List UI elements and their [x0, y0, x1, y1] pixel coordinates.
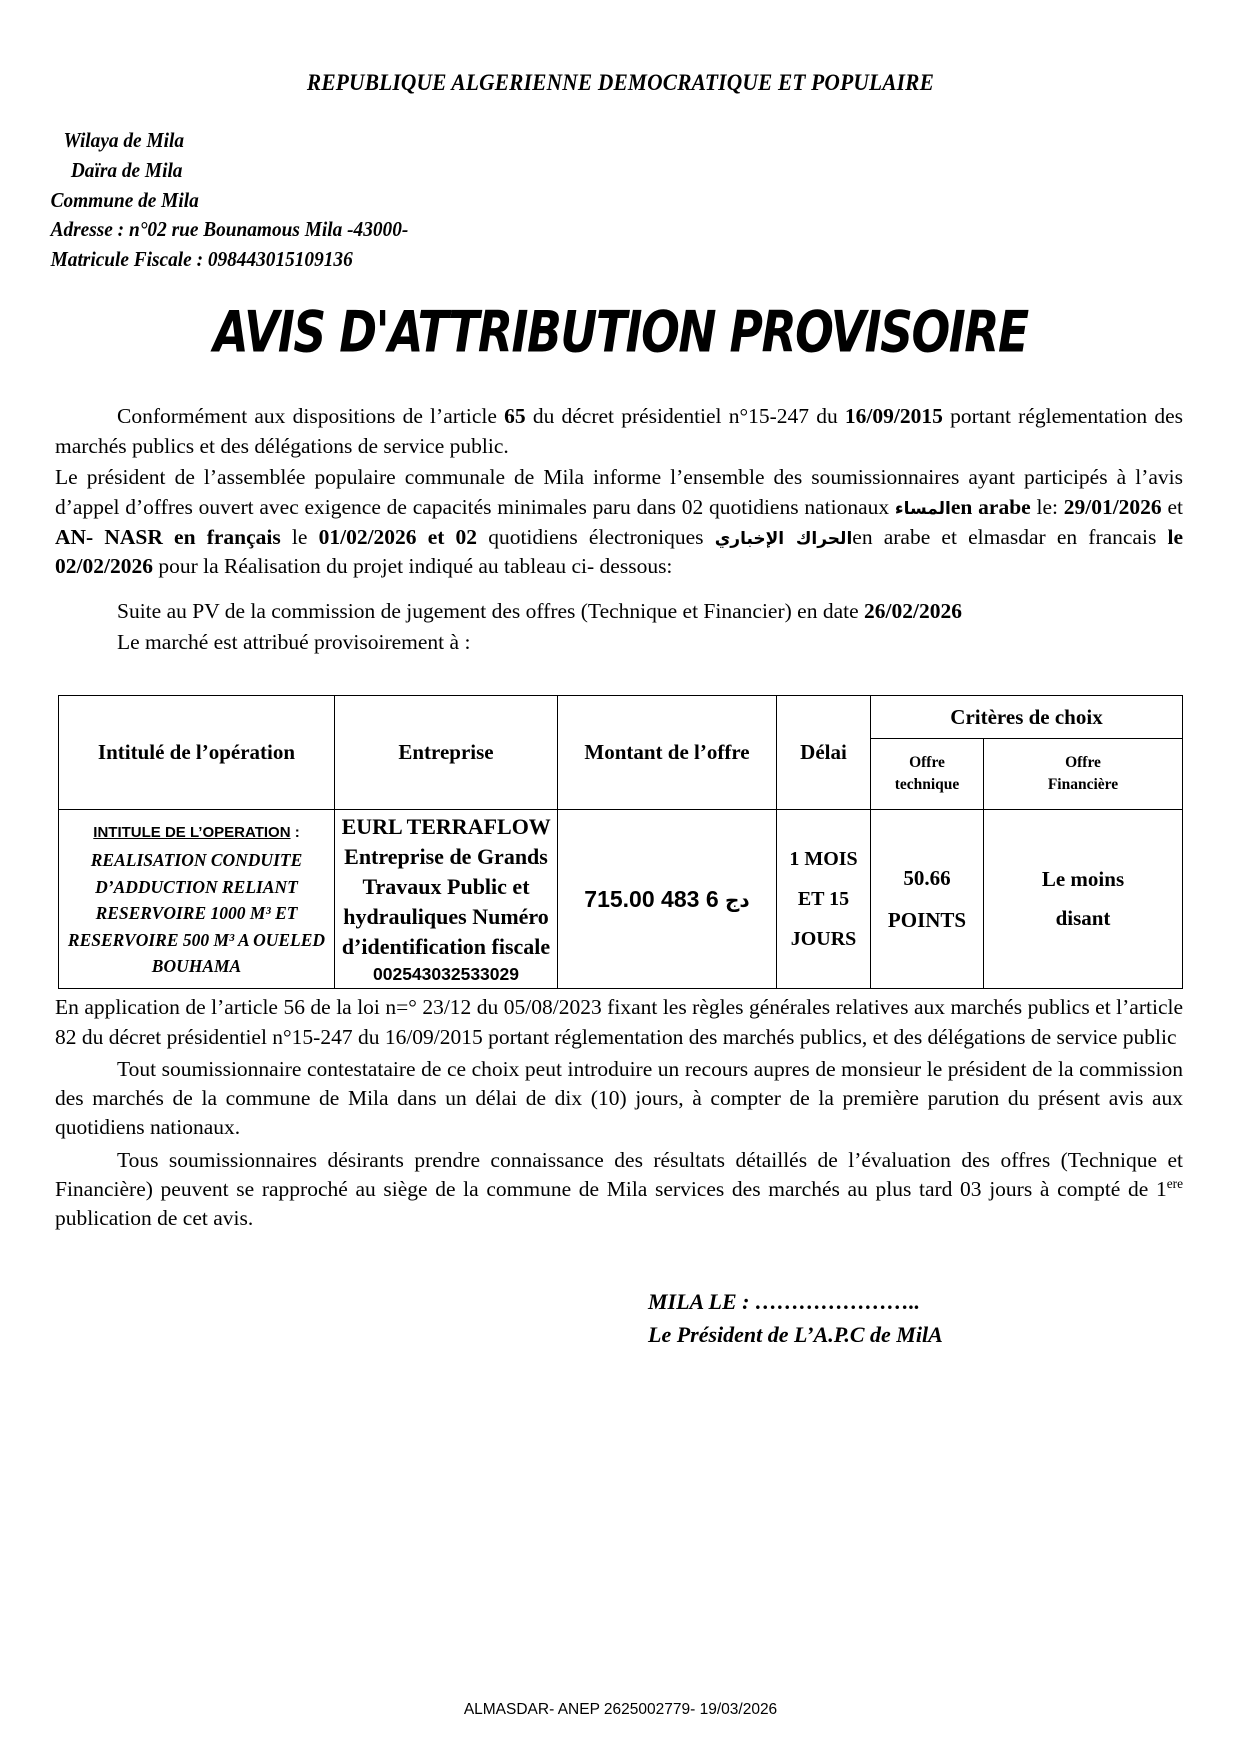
- cell-montant: [558, 810, 777, 989]
- technique-score: 50.66: [903, 866, 951, 891]
- journal-annasr: AN- NASR: [55, 524, 163, 549]
- cell-offre-technique: [871, 810, 984, 989]
- operation-label: [93, 824, 299, 841]
- resultats-text-1: Tous soumissionnaires désirants prendre connaissance des résultats détaillés de l’évaluation des offres (Technique et Financière) peuvent se rapproché au siège de la commune de Mila services des marchés au plus tard 03 jours à compté de 1: [55, 1147, 1183, 1201]
- th-operation: Intitulé de l’opération: [59, 696, 335, 810]
- daira-line: Daïra de Mila: [70, 157, 183, 182]
- th-entreprise: Entreprise: [335, 696, 558, 810]
- arabic-journal-alhirak: الحراك الإخباري: [714, 528, 853, 549]
- delai-line-1: 1 MOIS: [789, 848, 858, 871]
- pv-date: 26/02/2026: [864, 599, 962, 623]
- cell-delai: [777, 810, 871, 989]
- financiere-line-2: disant: [1055, 906, 1111, 931]
- paragraph-resultats: [55, 1146, 1183, 1234]
- administration-block: [0, 126, 1142, 275]
- cell-operation: [59, 810, 335, 989]
- footer-anep-reference: ALMASDAR- ANEP 2625002779- 19/03/2026: [463, 1701, 778, 1718]
- resultats-ordinal: ere: [1166, 1175, 1183, 1191]
- paragraph-article-56: En application de l’article 56 de la loi n=° 23/12 du 05/08/2023 fixant les règles générales relatives aux marchés publics et l’article 82 du décret présidentiel n°15-247 du 16/09/2015 portant réglementation des marchés publics, et des délégations de service public: [55, 995, 1183, 1049]
- intro-text-8: quotidiens électroniques: [477, 524, 715, 549]
- intro-text-1: Conformément aux dispositions de l’article: [117, 404, 505, 429]
- entreprise-name: EURL TERRAFLOW: [341, 814, 551, 840]
- th-offre-technique-l1: Offre: [909, 753, 945, 771]
- signature-place-date: MILA LE : …………………..: [648, 1289, 920, 1315]
- th-offre-financiere-l1: Offre: [1065, 753, 1101, 771]
- entreprise-fiscal-id: 002543032533029: [373, 963, 519, 984]
- matricule-line: Matricule Fiscale : 098443015109136: [50, 247, 353, 272]
- intro-text-5: le:: [1030, 495, 1064, 520]
- paragraph-conformement: [55, 402, 1183, 461]
- financiere-line-1: Le moins: [1041, 867, 1125, 892]
- delai-line-2: ET 15: [797, 888, 850, 911]
- resultats-text-2: publication de cet avis.: [55, 1206, 254, 1231]
- article-number: 65: [504, 404, 526, 429]
- paragraph-marche-attribue: Le marché est attribué provisoirement à :: [117, 629, 471, 654]
- operation-label-underlined: INTITULE DE L’OPERATION: [93, 824, 291, 842]
- paragraph-president: [55, 463, 1183, 582]
- th-offre-technique: [871, 739, 984, 810]
- paragraph-suite-pv: [55, 596, 1183, 627]
- th-offre-financiere: [984, 739, 1183, 810]
- currency-symbol: دج: [725, 887, 750, 912]
- page-title: AVIS D'ATTRIBUTION PROVISOIRE: [213, 299, 1028, 367]
- intro-text-2: du décret présidentiel n°15-247 du: [525, 404, 845, 429]
- publication-date-3: le 02/02/2026: [55, 524, 1184, 579]
- th-delai: Délai: [777, 696, 871, 810]
- paragraph-recours: Tout soumissionnaire contestataire de ce choix peut introduire un recours aupres de monsieur le président de la commission des marchés de la commune de Mila dans un délai de dix (10) jours, à compter de la première parution du présent avis aux quotidiens nationaux.: [55, 1056, 1183, 1140]
- intro-text-6: et: [1161, 495, 1183, 520]
- arabic-journal-almassa: المساء: [894, 499, 951, 520]
- intro-paragraphs: [0, 402, 1241, 582]
- signature-title: Le Président de L’A.P.C de MilA: [648, 1322, 943, 1348]
- cell-offre-financiere: [984, 810, 1183, 989]
- republic-heading: REPUBLIQUE ALGERIENNE DEMOCRATIQUE ET POPULAIRE: [306, 70, 935, 95]
- signature-block: [0, 1285, 1241, 1351]
- intro-text-7: le: [280, 524, 319, 549]
- table-row: [59, 810, 1183, 989]
- en-arabe-label-2: en arabe et elmasdar en francais: [852, 524, 1168, 549]
- wilaya-line: Wilaya de Mila: [63, 128, 185, 152]
- technique-unit: POINTS: [887, 908, 967, 933]
- cell-entreprise: [335, 810, 558, 989]
- address-line: Adresse : n°02 rue Bounamous Mila -43000-: [50, 217, 409, 242]
- intro-text-9: pour la Réalisation du projet indiqué au tableau ci- dessous:: [152, 554, 673, 579]
- th-offre-technique-l2: technique: [894, 776, 960, 794]
- operation-label-colon: :: [290, 824, 300, 842]
- th-criteres: Critères de choix: [871, 696, 1183, 739]
- table-header-row-1: [59, 696, 1183, 739]
- operation-description: REALISATION CONDUITE D’ADDUCTION RELIANT RESERVOIRE 1000 M³ ET RESERVOIRE 500 M³ A OUELED BOUHAMA: [67, 850, 326, 977]
- en-francais-label-1: en français: [162, 524, 281, 549]
- publication-date-2: 01/02/2026 et 02: [318, 524, 478, 549]
- commune-line: Commune de Mila: [50, 187, 199, 212]
- th-offre-financiere-l2: Financière: [1047, 776, 1119, 794]
- suite-text: Suite au PV de la commission de jugement des offres (Technique et Financier) en date: [117, 599, 865, 623]
- closing-paragraphs: [0, 989, 1241, 1233]
- intro-text-3: portant réglementation des marchés publics et des délégations de service public.: [55, 404, 1183, 458]
- decret-date: 16/09/2015: [844, 404, 943, 429]
- delai-line-3: JOURS: [790, 928, 857, 951]
- entreprise-description: Entreprise de Grands Travaux Public et hydrauliques Numéro d’identification fiscale: [341, 843, 551, 959]
- th-montant: Montant de l’offre: [558, 696, 777, 810]
- en-arabe-label-1: en arabe: [950, 495, 1031, 520]
- suite-paragraphs: [0, 596, 1241, 657]
- intro-text-4: Le président de l’assemblée populaire communale de Mila informe l’ensemble des soumissionnaires ayant participés à l’avis d’appel d’offres ouvert avec exigence de capacités minimales paru dans 02 quotidiens nationaux: [55, 465, 1183, 520]
- award-table: [58, 695, 1183, 989]
- montant-value: 6 483 715.00: [584, 885, 719, 912]
- publication-date-1: 29/01/2026: [1063, 495, 1162, 520]
